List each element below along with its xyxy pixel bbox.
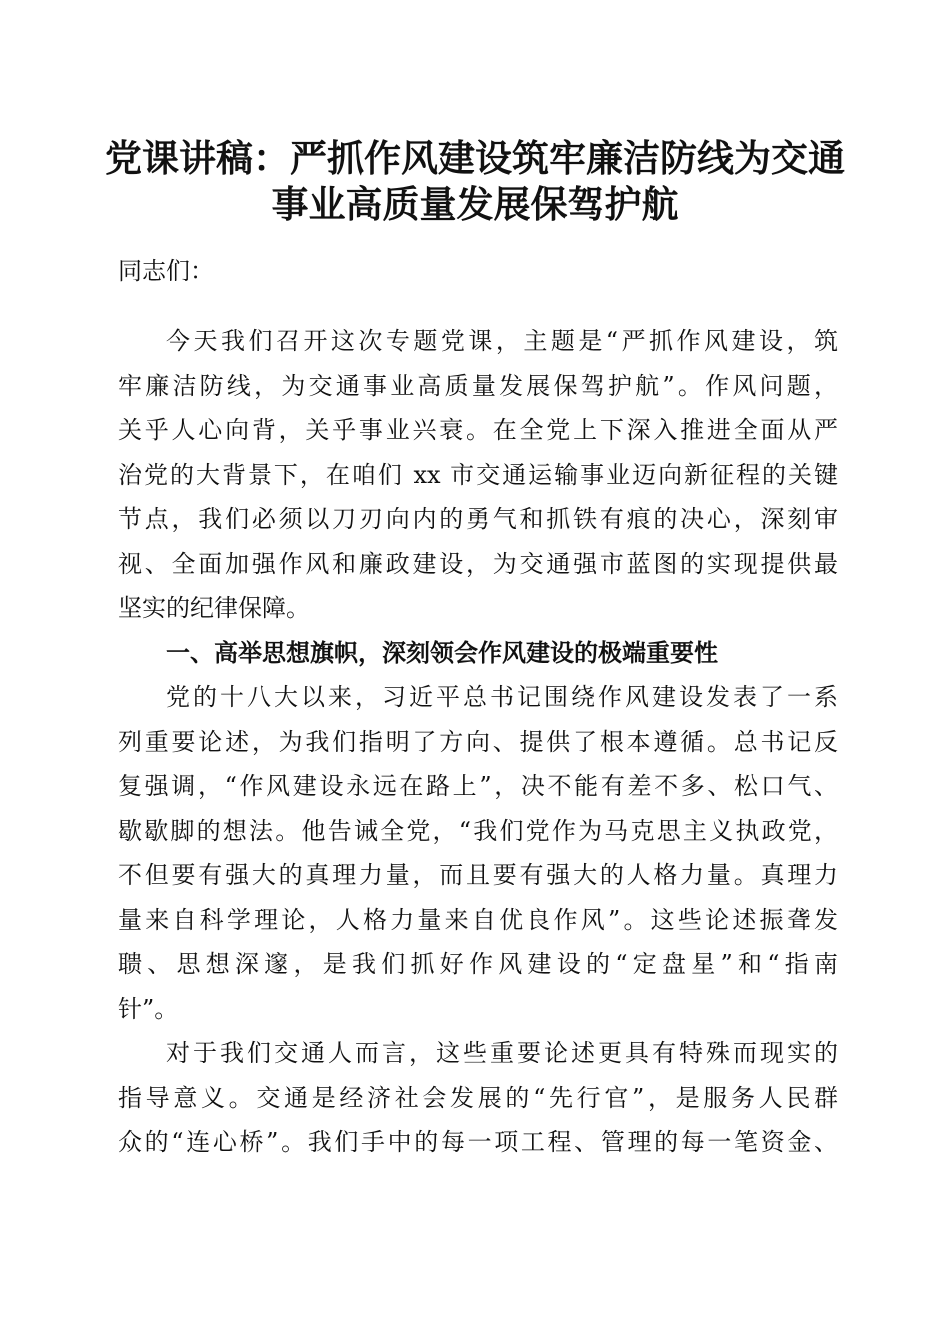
paragraph-1-line-5: 节点，我们必须以刀刃向内的勇气和抓铁有痕的决心，深刻审 xyxy=(118,505,838,533)
paragraph-2-line-7: 聩、思想深邃，是我们抓好作风建设的“定盘星”和“指南 xyxy=(118,950,838,978)
paragraph-2-line-5: 不但要有强大的真理力量，而且要有强大的人格力量。真理力 xyxy=(118,861,838,889)
paragraph-1-line-1: 今天我们召开这次专题党课，主题是“严抓作风建设，筑 xyxy=(166,327,838,355)
document-title-line-1: 党课讲稿：严抓作风建设筑牢廉洁防线为交通 xyxy=(105,136,845,180)
paragraph-1-line-2: 牢廉洁防线，为交通事业高质量发展保驾护航”。作风问题， xyxy=(118,372,838,400)
paragraph-2-line-2: 列重要论述，为我们指明了方向、提供了根本遵循。总书记反 xyxy=(118,728,838,756)
paragraph-2-line-8: 针”。 xyxy=(118,995,179,1023)
paragraph-2-line-3: 复强调，“作风建设永远在路上”，决不能有差不多、松口气、 xyxy=(118,772,838,800)
paragraph-2-line-6: 量来自科学理论，人格力量来自优良作风”。这些论述振聋发 xyxy=(118,906,838,934)
paragraph-3-line-3: 众的“连心桥”。我们手中的每一项工程、管理的每一笔资金、 xyxy=(118,1128,838,1156)
paragraph-1-line-3: 关乎人心向背，关乎事业兴衰。在全党上下深入推进全面从严 xyxy=(118,416,838,444)
paragraph-1-line-7: 坚实的纪律保障。 xyxy=(118,594,310,622)
paragraph-2-line-1: 党的十八大以来，习近平总书记围绕作风建设发表了一系 xyxy=(166,683,838,711)
paragraph-2-line-4: 歇歇脚的想法。他告诫全党，“我们党作为马克思主义执政党， xyxy=(118,817,838,845)
document-title-line-2: 事业高质量发展保驾护航 xyxy=(271,182,679,226)
section-heading: 一、高举思想旗帜，深刻领会作风建设的极端重要性 xyxy=(166,639,718,667)
paragraph-3-line-1: 对于我们交通人而言，这些重要论述更具有特殊而现实的 xyxy=(166,1039,838,1067)
paragraph-1-line-6: 视、全面加强作风和廉政建设，为交通强市蓝图的实现提供最 xyxy=(118,550,838,578)
salutation: 同志们： xyxy=(118,257,214,285)
paragraph-3-line-2: 指导意义。交通是经济社会发展的“先行官”，是服务人民群 xyxy=(118,1084,838,1112)
paragraph-1-line-4: 治党的大背景下，在咱们 xx 市交通运输事业迈向新征程的关键 xyxy=(118,461,838,489)
